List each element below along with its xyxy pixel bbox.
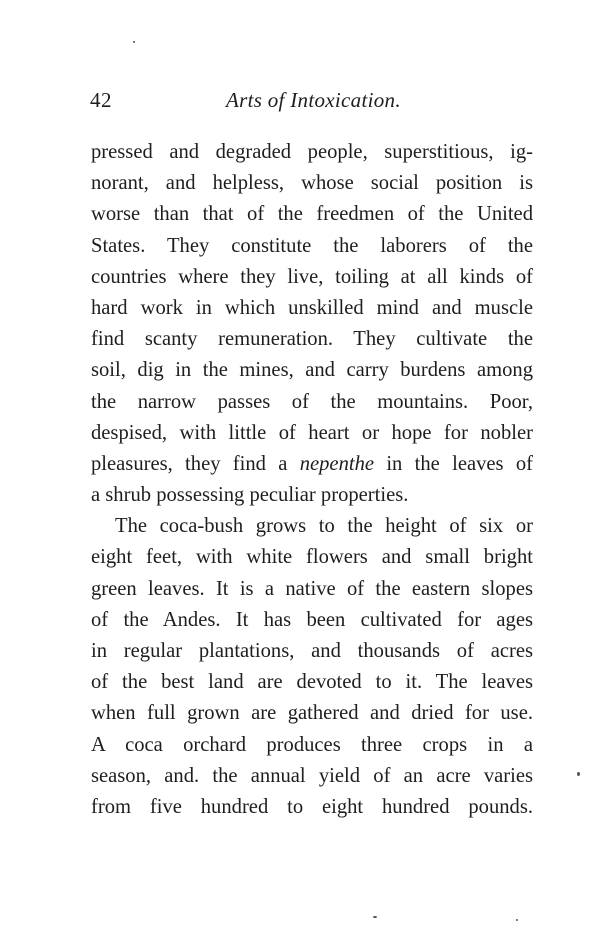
text-line: in regular plantations, and thousands of acres	[91, 640, 533, 662]
scan-speck	[516, 919, 518, 921]
text-line: green leaves. It is a native of the eastern slopes	[91, 577, 533, 600]
scan-speck	[577, 772, 580, 776]
text-line: States. They constitute the laborers of the	[91, 234, 533, 257]
paragraph	[91, 511, 533, 823]
italic-word: nepenthe	[299, 452, 375, 475]
text-line: hard work in which unskilled mind and muscle	[91, 296, 533, 319]
text-line: The coca-bush grows to the height of six or	[115, 515, 533, 538]
text-line: the narrow passes of the mountains. Poor,	[91, 390, 533, 413]
text-line: eight feet, with white flowers and small bright	[91, 546, 533, 569]
text-line: from five hundred to eight hundred pounds.	[91, 795, 533, 818]
text-line: norant, and helpless, whose social position is	[91, 172, 533, 195]
text-line: soil, dig in the mines, and carry burdens among	[91, 359, 533, 382]
text-line: when full grown are gathered and dried for use.	[91, 702, 533, 725]
text-line: of the Andes. It has been cultivated for ages	[91, 608, 533, 631]
text-line: A coca orchard produces three crops in a	[91, 733, 533, 756]
page-header	[90, 88, 535, 118]
text-line: a shrub possessing peculiar properties.	[91, 484, 409, 507]
text-line: despised, with little of heart or hope for nobler	[91, 421, 533, 444]
body-text	[91, 137, 533, 823]
text-line: season, and. the annual yield of an acre varies	[91, 764, 533, 787]
scan-speck	[133, 41, 135, 43]
text-line: worse than that of the freedmen of the United	[91, 203, 533, 226]
text-line: pressed and degraded people, superstitious, ig-	[91, 141, 533, 163]
text-line: of the best land are devoted to it. The leaves	[91, 671, 533, 694]
text-line: pleasures, they find a nepenthe in the leaves of	[91, 452, 533, 475]
text-line: find scanty remuneration. They cultivate the	[91, 328, 533, 351]
page-number: 42	[90, 88, 112, 112]
text-line: countries where they live, toiling at all kinds of	[91, 265, 533, 288]
running-title: Arts of Intoxication.	[226, 88, 401, 112]
scan-speck	[373, 916, 377, 918]
paragraph	[91, 137, 533, 511]
